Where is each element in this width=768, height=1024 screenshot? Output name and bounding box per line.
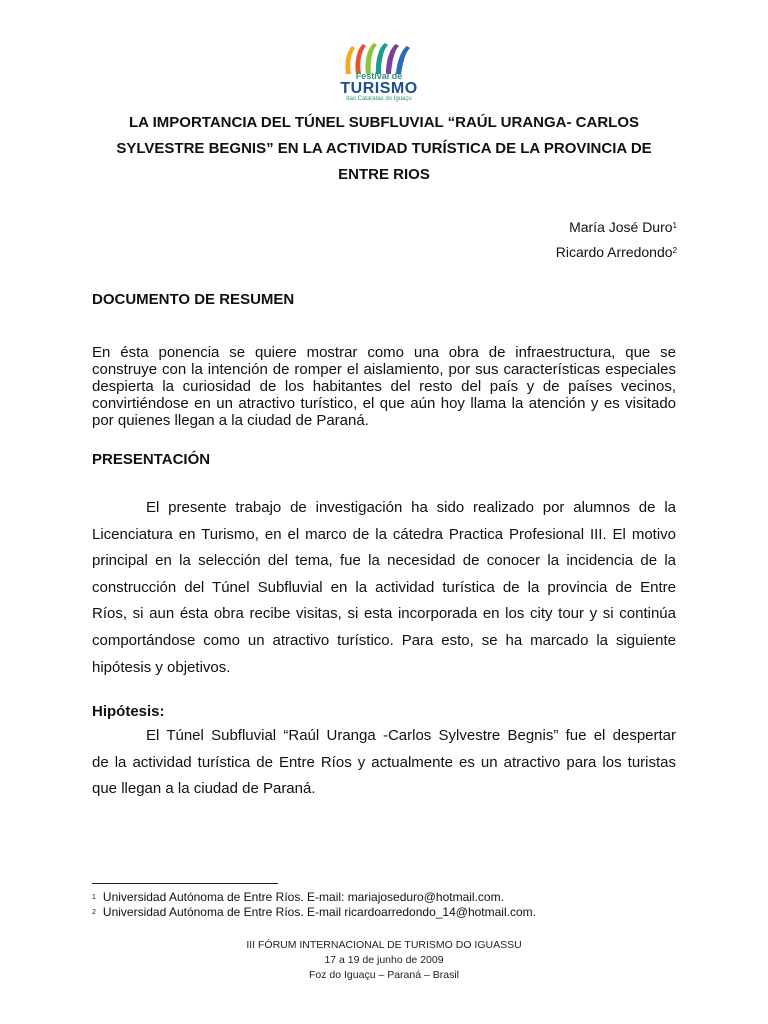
title-line: ENTRE RIOS xyxy=(338,166,430,183)
footnote-text: Universidad Autónoma de Entre Ríos. E-mail ricardoarredondo_14@hotmail.com. xyxy=(102,905,536,919)
author-name: María José Duro xyxy=(569,219,673,235)
footer-line: Foz do Iguaçu – Paraná – Brasil xyxy=(308,969,459,981)
footnotes xyxy=(92,890,536,920)
paragraph-line: comportándose como un atractivo turístico. Para esto, se ha marcado la siguiente xyxy=(92,631,676,649)
paragraph-line: de la actividad turística de Entre Ríos y actualmente es un atractivo para los turistas xyxy=(92,753,676,771)
author-entry xyxy=(556,215,677,240)
paragraph-line: hipótesis y objetivos. xyxy=(92,658,231,676)
title-line: LA IMPORTANCIA DEL TÚNEL SUBFLUVIAL “RAÚL URANGA- CARLOS xyxy=(129,114,639,131)
paragraph-line: Licenciatura en Turismo, en el marco de la cátedra Practica Profesional III. El motivo xyxy=(92,525,676,543)
footnote-divider xyxy=(92,883,278,884)
footnote-text: Universidad Autónoma de Entre Ríos. E-mail: mariajoseduro@hotmail.com. xyxy=(102,890,504,904)
footnote-number: 2 xyxy=(92,909,96,916)
logo-text-turismo: TURISMO xyxy=(340,80,418,97)
document-title xyxy=(100,110,668,188)
presentacion-paragraph xyxy=(92,495,676,681)
author-list xyxy=(556,215,677,265)
page-footer xyxy=(0,938,768,983)
footnote-number: 1 xyxy=(92,894,96,901)
heading-presentacion: PRESENTACIÓN xyxy=(92,451,211,468)
footer-line: III FÓRUM INTERNACIONAL DE TURISMO DO IGUASSU xyxy=(246,939,522,951)
paragraph-line: construcción del Túnel Subfluvial en la actividad turística de la provincia de Entre xyxy=(92,578,676,596)
paragraph-line: Ríos, si aun ésta obra recibe visitas, si esta incorporada en los city tour y si continúa xyxy=(92,605,676,623)
paragraph-line: El Túnel Subfluvial “Raúl Uranga -Carlos Sylvestre Begnis” fue el despertar xyxy=(146,727,676,744)
heading-hipotesis: Hipótesis: xyxy=(92,703,165,720)
author-name: Ricardo Arredondo xyxy=(555,244,673,260)
title-line: SYLVESTRE BEGNIS” EN LA ACTIVIDAD TURÍSTICA DE LA PROVINCIA DE xyxy=(116,140,652,157)
logo-text-cataratas: das Cataratas do Iguaçu xyxy=(346,96,412,102)
footnote-ref: 2 xyxy=(672,246,677,255)
logo-text-festival: Festival de xyxy=(355,71,403,81)
footer-line: 17 a 19 de junho de 2009 xyxy=(324,954,444,966)
paragraph-line: principal en la selección del tema, fue la necesidad de conocer la incidencia de la xyxy=(92,552,676,570)
festival-logo xyxy=(338,40,420,104)
author-entry xyxy=(556,240,677,265)
footnote-ref: 1 xyxy=(672,221,677,230)
heading-resumen: DOCUMENTO DE RESUMEN xyxy=(92,291,295,308)
footnote xyxy=(92,890,536,905)
hipotesis-paragraph xyxy=(92,723,676,803)
paragraph-line: que llegan a la ciudad de Paraná. xyxy=(92,780,316,798)
paragraph-line: El presente trabajo de investigación ha sido realizado por alumnos de la xyxy=(146,499,676,516)
abstract-paragraph: En ésta ponencia se quiere mostrar como una obra de infraestructura, que se construye con la intención de romper el aislamiento, por sus características especiales despierta la curiosidad de los habitantes del resto del país y de países vecinos, convirtiéndose en un atractivo turístico, el que aún hoy llama la atención y es visitado por quienes llegan a la ciudad de Paraná. xyxy=(92,344,676,429)
footnote xyxy=(92,905,536,920)
